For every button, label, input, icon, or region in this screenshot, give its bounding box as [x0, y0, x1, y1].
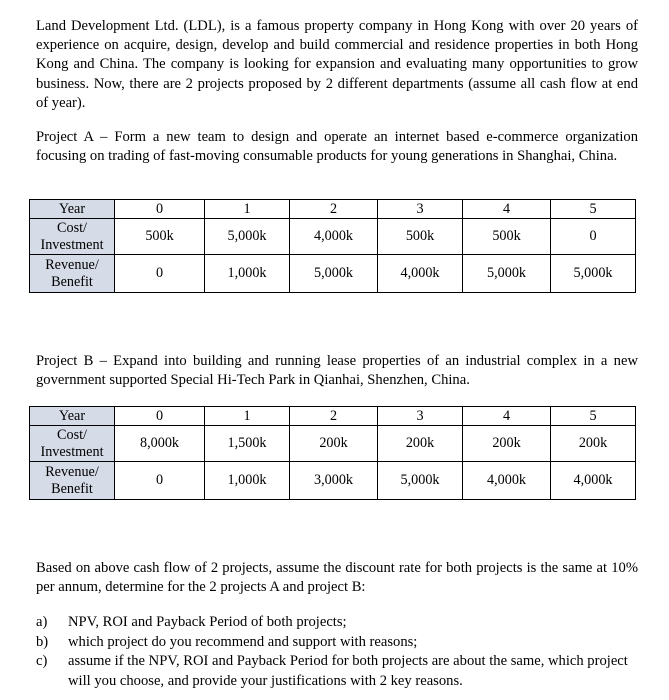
revenue-cell: 1,000k — [205, 255, 290, 293]
cost-cell: 200k — [378, 426, 463, 462]
cost-cell: 500k — [115, 219, 205, 255]
revenue-cell: 5,000k — [463, 255, 551, 293]
table-row-cost — [30, 219, 636, 255]
conclusion-paragraph: Based on above cash flow of 2 projects, assume the discount rate for both projects is the same at 10% per annum, determine for the 2 projects A and project B: — [36, 560, 638, 596]
project-a-description: Project A – Form a new team to design and operate an internet based e-commerce organization focusing on trading of fast-moving consumable products for young generations in Shanghai, China. — [36, 129, 638, 165]
question-text: NPV, ROI and Payback Period of both projects; — [68, 614, 347, 630]
cost-cell: 4,000k — [290, 219, 378, 255]
revenue-cell: 0 — [115, 462, 205, 500]
project-b-description: Project B – Expand into building and running lease properties of an industrial complex in a new government supported Special Hi-Tech Park in Qianhai, Shenzhen, China. — [36, 353, 638, 389]
year-cell: 1 — [205, 407, 290, 426]
row-label-year: Year — [30, 407, 115, 426]
cost-cell: 500k — [378, 219, 463, 255]
year-cell: 0 — [115, 407, 205, 426]
cost-cell: 200k — [290, 426, 378, 462]
row-label-revenue: Revenue/ Benefit — [30, 255, 115, 293]
project-b-cashflow-table — [29, 406, 636, 500]
revenue-cell: 3,000k — [290, 462, 378, 500]
year-cell: 1 — [205, 200, 290, 219]
year-cell: 0 — [115, 200, 205, 219]
year-cell: 3 — [378, 200, 463, 219]
revenue-cell: 5,000k — [290, 255, 378, 293]
table-row-cost — [30, 426, 636, 462]
revenue-cell: 0 — [115, 255, 205, 293]
row-label-cost: Cost/ Investment — [30, 219, 115, 255]
project-a-cashflow-table — [29, 199, 636, 293]
year-cell: 5 — [551, 200, 636, 219]
cost-cell: 8,000k — [115, 426, 205, 462]
question-list — [36, 613, 638, 691]
cost-cell: 1,500k — [205, 426, 290, 462]
year-cell: 2 — [290, 200, 378, 219]
question-item — [36, 613, 638, 633]
question-item — [36, 633, 638, 653]
table-row-revenue — [30, 462, 636, 500]
row-label-cost: Cost/ Investment — [30, 426, 115, 462]
revenue-cell: 5,000k — [378, 462, 463, 500]
revenue-cell: 1,000k — [205, 462, 290, 500]
row-label-revenue: Revenue/ Benefit — [30, 462, 115, 500]
question-marker: b) — [36, 633, 49, 650]
year-cell: 5 — [551, 407, 636, 426]
revenue-cell: 4,000k — [551, 462, 636, 500]
cost-cell: 200k — [551, 426, 636, 462]
year-cell: 3 — [378, 407, 463, 426]
question-text: which project do you recommend and support with reasons; — [68, 633, 418, 650]
year-cell: 4 — [463, 200, 551, 219]
intro-paragraph: Land Development Ltd. (LDL), is a famous property company in Hong Kong with over 20 years of experience on acquire, design, develop and build commercial and residence properties in both Hong Kong and China. The company is looking for expansion and evaluating many opportunities to grow business. Now, there are 2 projects proposed by 2 different departments (assume all cash flow at end of year). — [36, 18, 638, 111]
question-item — [36, 652, 638, 691]
cost-cell: 200k — [463, 426, 551, 462]
revenue-cell: 4,000k — [463, 462, 551, 500]
table-row-revenue — [30, 255, 636, 293]
cost-cell: 500k — [463, 219, 551, 255]
year-cell: 4 — [463, 407, 551, 426]
row-label-year: Year — [30, 200, 115, 219]
revenue-cell: 4,000k — [378, 255, 463, 293]
table-row-year — [30, 407, 636, 426]
question-text: assume if the NPV, ROI and Payback Period for both projects are about the same, which project will you choose, and provide your justifications with 2 key reasons. — [68, 653, 628, 689]
table-row-year — [30, 200, 636, 219]
question-marker: c) — [36, 653, 48, 669]
revenue-cell: 5,000k — [551, 255, 636, 293]
cost-cell: 5,000k — [205, 219, 290, 255]
question-marker: a) — [36, 614, 48, 630]
year-cell: 2 — [290, 407, 378, 426]
cost-cell: 0 — [551, 219, 636, 255]
